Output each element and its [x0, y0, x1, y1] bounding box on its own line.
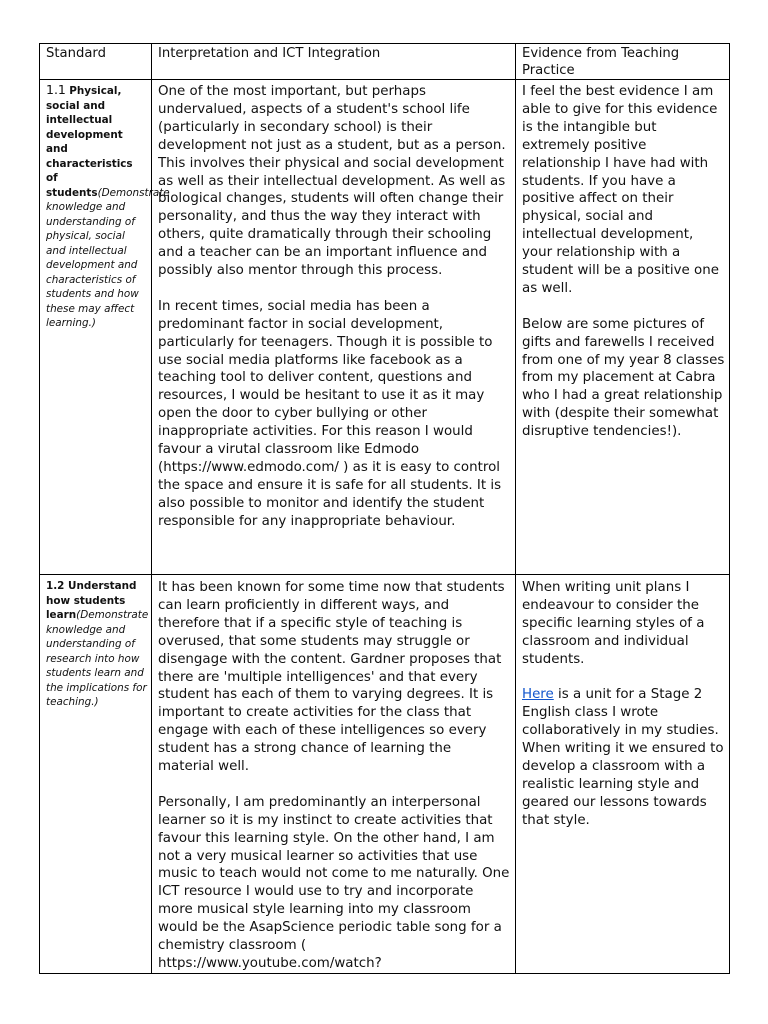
- header-interpretation: Interpretation and ICT Integration: [152, 44, 516, 80]
- table-row: [40, 575, 730, 974]
- standard-title: Understand how students learn: [46, 580, 137, 621]
- standard-number: 1.1: [46, 82, 66, 97]
- evidence-paragraph: I feel the best evidence I am able to give for this evidence is the intangible but extremely positive relationship I have had with students. If you have a positive affect on their physical, social and intellectual development, your relationship with a student will be a positive one as well.: [522, 84, 719, 296]
- standard-title: Physical, social and intellectual development and characteristics of students: [46, 85, 133, 199]
- standard-cell: [40, 80, 170, 575]
- standard-number: 1.2: [46, 580, 65, 592]
- evidence-paragraph: [522, 686, 725, 829]
- interpretation-paragraph: One of the most important, but perhaps undervalued, aspects of a student's school life (particularly in secondary school) is their development not just as a student, but as a person. This involves their physical and social development as well as their intellectual development. As well as biological changes, students will often change their personality, and thus the way they interact with others, quite dramatically through their schooling and a teacher can be an important influence and possibly also mentor through this process.: [158, 84, 506, 279]
- evidence-link-text: is a unit for a Stage 2 English class I wrote collaboratively in my studies. When writing it we ensured to develop a classroom with a realistic learning style and geared our lessons towards that style.: [522, 687, 724, 828]
- interpretation-cell: [152, 80, 516, 575]
- evidence-cell: [516, 80, 730, 575]
- interpretation-paragraph: In recent times, social media has been a predominant factor in social development, particularly for teenagers. Though it is possible to use social media platforms like facebook as a teaching tool to deliver content, questions and resources, I would be hesitant to use it as it may open the door to cyber bullying or other inappropriate activities. For this reason I would favour a virutal classroom like Edmodo (https://www.edmodo.com/ ) as it is easy to control the space and ensure it is safe for all students. It is also possible to monitor and identify the student responsible for any inappropriate behaviour.: [158, 298, 502, 529]
- unit-link[interactable]: Here: [522, 687, 554, 703]
- evidence-paragraph: When writing unit plans I endeavour to consider the specific learning styles of a classroom and individual students.: [522, 580, 705, 667]
- table-row: [40, 80, 730, 575]
- interpretation-paragraph: Personally, I am predominantly an interpersonal learner so it is my instinct to create activities that favour this learning style. On the other hand, I am not a very musical learner so activities that use music to teach would not come to me naturally. One ICT resource I would use to try and incorporate more musical style learning into my classroom would be the AsapScience periodic table song for a chemistry classroom ( https://www.youtube.com/watch?: [158, 794, 510, 972]
- header-standard: Standard: [40, 44, 152, 80]
- header-row: [40, 44, 730, 80]
- standard-cell: [40, 575, 152, 974]
- evidence-cell: [516, 575, 730, 974]
- header-evidence: Evidence from Teaching Practice: [516, 44, 730, 80]
- standard-description: (Demonstrate knowledge and understanding of physical, social and intellectual development and characteristics of students and how these may affect learning.): [46, 186, 170, 329]
- evidence-paragraph: Below are some pictures of gifts and farewells I received from one of my year 8 classes from my placement at Cabra who I had a great relationship with (despite their somewhat disruptive tendencies!).: [522, 316, 725, 440]
- standards-table: [39, 43, 730, 974]
- standard-description: (Demonstrate knowledge and understanding of research into how students learn and the implications for teaching.): [46, 609, 149, 708]
- interpretation-cell: [152, 575, 516, 974]
- interpretation-paragraph: It has been known for some time now that students can learn proficiently in different ways, and therefore that if a specific style of teaching is overused, that some students may struggle or disengage with the content. Gardner proposes that there are 'multiple intelligences' and that every student has each of them to varying degrees. It is important to create activities for the class that engage with each of these intelligences so every student has a strong chance of learning the material well.: [158, 580, 505, 775]
